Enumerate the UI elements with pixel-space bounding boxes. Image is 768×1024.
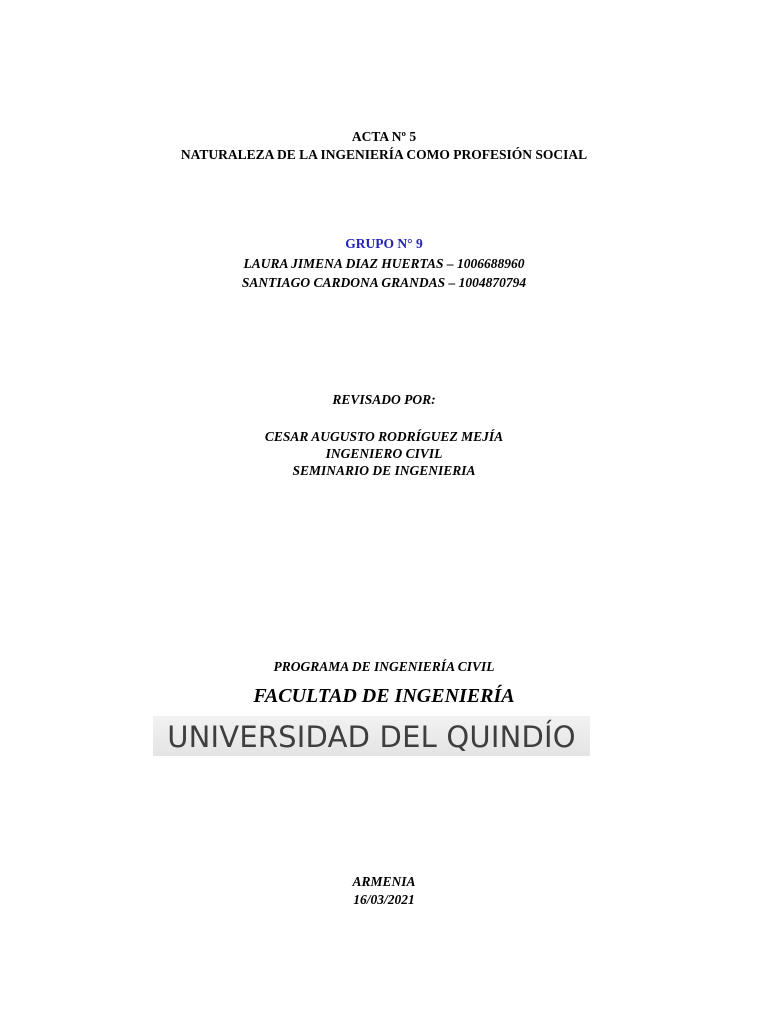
reviewed-by-label: REVISADO POR: bbox=[332, 392, 436, 407]
university-logo bbox=[153, 716, 590, 756]
group-label: GRUPO N° 9 bbox=[345, 236, 423, 251]
acta-number: ACTA Nº 5 bbox=[351, 129, 417, 144]
course-name: SEMINARIO DE INGENIERIA bbox=[292, 463, 476, 478]
reviewer-role: INGENIERO CIVIL bbox=[325, 446, 443, 461]
university-name: UNIVERSIDAD DEL QUINDÍO bbox=[167, 720, 576, 754]
group-member-1: LAURA JIMENA DIAZ HUERTAS – 1006688960 bbox=[243, 256, 525, 271]
document-title: NATURALEZA DE LA INGENIERÍA COMO PROFESIÓN SOCIAL bbox=[180, 147, 588, 162]
date: 16/03/2021 bbox=[353, 892, 415, 907]
reviewer-name: CESAR AUGUSTO RODRÍGUEZ MEJÍA bbox=[264, 429, 504, 444]
program-name: PROGRAMA DE INGENIERÍA CIVIL bbox=[273, 659, 495, 674]
group-member-2: SANTIAGO CARDONA GRANDAS – 1004870794 bbox=[241, 275, 527, 290]
faculty-name: FACULTAD DE INGENIERÍA bbox=[253, 685, 515, 707]
city: ARMENIA bbox=[352, 874, 416, 889]
